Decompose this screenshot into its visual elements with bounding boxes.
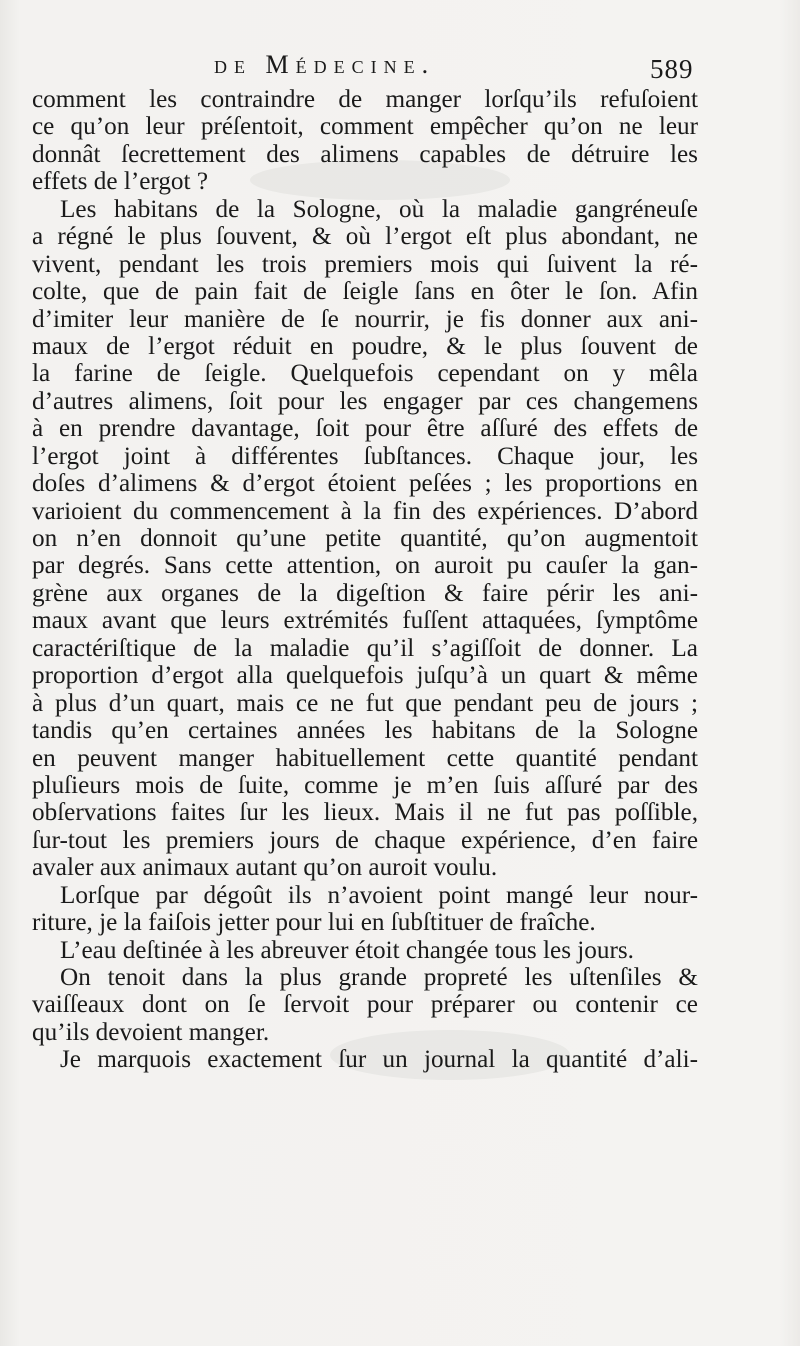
text-line: vivent, pendant les trois premiers mois qui ſuivent la ré-: [32, 250, 698, 278]
text-line: ſur-tout les premiers jours de chaque expérience, d’en faire: [32, 826, 698, 854]
text-line: la farine de ſeigle. Quelquefois cependant on y mêla: [32, 360, 698, 388]
text-line: par degrés. Sans cette attention, on auroit pu cauſer la gan-: [32, 552, 698, 580]
body-text: [32, 86, 698, 1074]
text-line: Je marquois exactement ſur un journal la quantité d’ali-: [60, 1046, 698, 1074]
text-line: l’ergot joint à différentes ſubſtances. Chaque jour, les: [32, 442, 698, 470]
text-line: colte, que de pain fait de ſeigle ſans en ôter le ſon. Afin: [32, 278, 698, 306]
page-header: [0, 50, 800, 90]
text-line: maux de l’ergot réduit en poudre, & le plus ſouvent de: [32, 332, 698, 360]
text-line: riture, je la faiſois jetter pour lui en ſubſtituer de fraîche.: [32, 909, 596, 937]
text-line: a régné le plus ſouvent, & où l’ergot eſt plus abondant, ne: [32, 223, 698, 251]
text-line: ce qu’on leur préſentoit, comment empêcher qu’on ne leur: [32, 113, 698, 141]
text-line: avaler aux animaux autant qu’on auroit voulu.: [32, 854, 498, 882]
text-line: varioient du commencement à la fin des expériences. D’abord: [32, 497, 698, 525]
text-line: effets de l’ergot ?: [32, 168, 209, 196]
text-line: d’autres alimens, ſoit pour les engager par ces changemens: [32, 387, 698, 415]
text-line: proportion d’ergot alla quelquefois juſqu’à un quart & même: [32, 662, 698, 690]
page-number: 589: [650, 54, 694, 84]
text-line: à en prendre davantage, ſoit pour être aſſuré des effets de: [32, 415, 698, 443]
text-line: d’imiter leur manière de ſe nourrir, je fis donner aux ani-: [32, 305, 698, 333]
text-line: Lorſque par dégoût ils n’avoient point mangé leur nour-: [60, 881, 698, 909]
text-line: comment les contraindre de manger lorſqu’ils refuſoient: [32, 86, 698, 113]
running-title: de Médecine.: [214, 50, 436, 79]
text-line: L’eau deſtinée à les abreuver étoit changée tous les jours.: [60, 936, 634, 964]
text-line: obſervations faites ſur les lieux. Mais il ne fut pas poſſible,: [32, 799, 698, 827]
text-line: Les habitans de la Sologne, où la maladie gangréneuſe: [60, 195, 698, 223]
text-line: vaiſſeaux dont on ſe ſervoit pour préparer ou contenir ce: [32, 991, 698, 1019]
text-line: maux avant que leurs extrémités fuſſent attaquées, ſymptôme: [32, 607, 698, 635]
text-line: On tenoit dans la plus grande propreté les uſtenſiles &: [60, 964, 698, 991]
text-line: doſes d’alimens & d’ergot étoient peſées ; les proportions en: [32, 470, 698, 498]
text-line: on n’en donnoit qu’une petite quantité, qu’on augmentoit: [32, 525, 698, 552]
text-line: pluſieurs mois de ſuite, comme je m’en ſuis aſſuré par des: [32, 771, 698, 799]
text-line: donnât ſecrettement des alimens capables de détruire les: [32, 140, 698, 168]
text-line: grène aux organes de la digeſtion & faire périr les ani-: [32, 579, 698, 607]
text-line: en peuvent manger habituellement cette quantité pendant: [32, 744, 698, 772]
text-line: caractériſtique de la maladie qu’il s’agiſſoit de donner. La: [32, 634, 698, 662]
text-line: tandis qu’en certaines années les habitans de la Sologne: [32, 717, 698, 745]
text-line: à plus d’un quart, mais ce ne fut que pendant peu de jours ;: [32, 689, 698, 717]
text-line: qu’ils devoient manger.: [32, 1018, 270, 1046]
